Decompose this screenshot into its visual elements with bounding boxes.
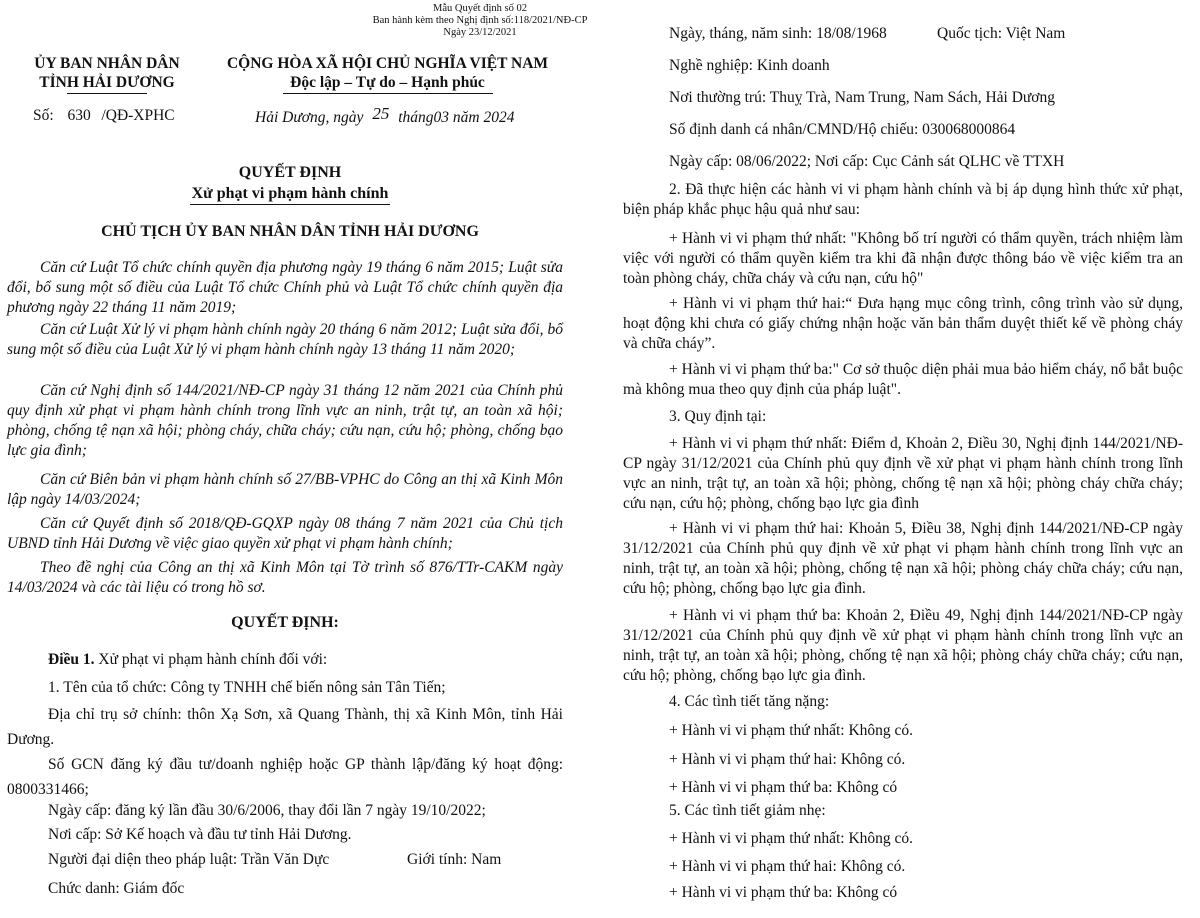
permanent-residence: Nơi thường trú: Thuỵ Trà, Nam Trung, Nam Sách, Hải Dương [669,89,1055,106]
rule-2: + Hành vi vi phạm thứ hai: Khoản 5, Điều 38, Nghị định 144/2021/NĐ-CP ngày 31/12/2021 của Chính phủ quy định về xử phạt vi phạm hành chính trong lĩnh vực an ninh, trật tự, an toàn xã hội; phòng, chống tệ nạn xã hội; phòng cháy chữa cháy; cứu nạn, cứu hộ; phòng, chống bạo lực gia đình. [623,520,1183,598]
org-address: Địa chỉ trụ sở chính: thôn Xạ Sơn, xã Quang Thành, thị xã Kinh Môn, tỉnh Hải Dương. [7,706,563,748]
national-line1: CỘNG HÒA XÃ HỘI CHỦ NGHĨA VIỆT NAM [226,55,549,72]
aggravating-2: + Hành vi vi phạm thứ hai: Không có. [669,751,906,768]
item-3: 3. Quy định tại: [669,408,767,425]
item-2: 2. Đã thực hiện các hành vi vi phạm hành chính và bị áp dụng hình thức xử phạt, biện pháp khắc phục hậu quả như sau: [623,181,1183,219]
article-1-label: Điều 1. [48,651,95,668]
basis-2: Căn cứ Luật Xử lý vi phạm hành chính ngày 20 tháng 6 năm 2012; Luật sửa đổi, bổ sung một số điều của Luật Xử lý vi phạm hành chính ngày 13 tháng 11 năm 2020; [7,321,563,359]
mitigating-1: + Hành vi vi phạm thứ nhất: Không có. [669,830,914,847]
mitigating-3: + Hành vi vi phạm thứ ba: Không có [669,884,898,901]
authority-line1: ỦY BAN NHÂN DÂN [34,55,180,72]
doc-number [33,107,175,126]
violation-3: + Hành vi vi phạm thứ ba:" Cơ sở thuộc diện phải mua bảo hiểm cháy, nổ bắt buộc mà không mua theo quy định của pháp luật". [623,361,1183,399]
org-name: 1. Tên của tổ chức: Công ty TNHH chế biến nông sản Tân Tiến; [48,679,446,696]
form-note-line3: Ngày 23/12/2021 [443,27,517,39]
basis-1: Căn cứ Luật Tổ chức chính quyền địa phương ngày 19 tháng 6 năm 2015; Luật sửa đổi, bổ sung một số điều của Luật Tổ chức Chính phủ và Luật Tổ chức chính quyền địa phương ngày 22 tháng 11 năm 2019; [7,259,563,317]
article-1-text: Xử phạt vi phạm hành chính đối với: [98,651,328,668]
decision-title: QUYẾT ĐỊNH [238,164,342,181]
subtitle-underline [190,204,390,205]
nationality: Quốc tịch: Việt Nam [937,25,1066,42]
decision-subtitle [0,184,580,205]
authority-block [22,55,192,94]
article-1 [48,651,327,670]
date-month: tháng03 [398,109,449,126]
date-of-birth: Ngày, tháng, năm sinh: 18/08/1968 [669,25,887,42]
basis-6: Theo đề nghị của Công an thị xã Kinh Môn tại Tờ trình số 876/TTr-CAKM ngày 14/03/2024 và các tài liệu có trong hồ sơ. [7,559,563,597]
date-year: năm 2024 [452,109,515,126]
occupation: Nghề nghiệp: Kinh doanh [669,57,830,74]
right-page [600,0,1200,918]
form-note-line2: Ban hành kèm theo Nghị định số:118/2021/NĐ-CP [372,15,588,27]
item-4: 4. Các tình tiết tăng nặng: [669,693,830,710]
issuer-title: CHỦ TỊCH ỦY BAN NHÂN DÂN TỈNH HẢI DƯƠNG [101,223,479,240]
aggravating-1: + Hành vi vi phạm thứ nhất: Không có. [669,722,914,739]
rule-1: + Hành vi vi phạm thứ nhất: Điểm d, Khoản 2, Điều 30, Nghị định 144/2021/NĐ-CP ngày 31/12/2021 của Chính phủ quy định về xử phạt vi phạm hành chính trong lĩnh vực an ninh, trật tự, an toàn xã hội; phòng, chống tệ nạn xã hội; phòng cháy chữa cháy; cứu nạn, cứu hộ; phòng, chống bạo lực gia đình [623,435,1183,513]
date-place: Hải Dương, ngày [255,109,364,126]
id-issue: Ngày cấp: 08/06/2022; Nơi cấp: Cục Cảnh sát QLHC về TTXH [669,153,1065,170]
authority-underline [67,93,147,94]
mitigating-2: + Hành vi vi phạm thứ hai: Không có. [669,858,906,875]
doc-number-value: 630 [67,107,91,124]
issue-date: Ngày cấp: đăng ký lần đầu 30/6/2006, thay đổi lần 7 ngày 19/10/2022; [48,802,486,819]
basis-4: Căn cứ Biên bản vi phạm hành chính số 27/BB-VPHC do Công an thị xã Kinh Môn lập ngày 14/03/2024; [7,471,563,509]
aggravating-3: + Hành vi vi phạm thứ ba: Không có [669,779,898,796]
violation-1: + Hành vi vi phạm thứ nhất: "Không bố trí người có thẩm quyền, trách nhiệm làm việc với người có thẩm quyền kiểm tra khi đã nhận được thông báo về việc kiểm tra an toàn phòng cháy, chữa cháy và cứu nạn, cứu hộ" [623,230,1183,288]
doc-number-prefix: Số: [33,107,54,124]
item-5: 5. Các tình tiết giảm nhẹ: [669,802,826,819]
date-day: 25 [372,104,390,123]
national-block [215,55,560,94]
issue-place: Nơi cấp: Sở Kế hoạch và đầu tư tỉnh Hải Dương. [48,826,352,843]
decision-subtitle-text: Xử phạt vi phạm hành chính [191,185,389,202]
basis-3: Căn cứ Nghị định số 144/2021/NĐ-CP ngày 31 tháng 12 năm 2021 của Chính phủ quy định xử phạt vi phạm hành chính trong lĩnh vực an ninh, trật tự, an toàn xã hội; phòng, chống tệ nạn xã hội; phòng cháy, chữa cháy; cứu nạn, cứu hộ; phòng, chống bạo lực gia đình; [7,382,563,460]
legal-representative: Người đại diện theo pháp luật: Trần Văn Dực [48,851,330,868]
basis-5: Căn cứ Quyết định số 2018/QĐ-GQXP ngày 08 tháng 7 năm 2021 của Chủ tịch UBND tỉnh Hải Dương về việc giao quyền xử phạt vi phạm hành chính; [7,515,563,553]
national-line2: Độc lập – Tự do – Hạnh phúc [290,73,485,91]
rule-3: + Hành vi vi phạm thứ ba: Khoản 2, Điều 49, Nghị định 144/2021/NĐ-CP ngày 31/12/2021 của Chính phủ quy định về xử phạt vi phạm hành chính trong lĩnh vực an ninh, trật tự, an toàn xã hội; phòng, chống tệ nạn xã hội; phòng cháy chữa cháy; cứu nạn, cứu hộ; phòng, chống bạo lực gia đình. [623,607,1183,685]
org-registration: Số GCN đăng ký đầu tư/doanh nghiệp hoặc GP thành lập/đăng ký hoạt động: 0800331466; [7,756,563,798]
form-note [355,3,605,39]
gender: Giới tính: Nam [407,851,502,868]
national-underline [283,93,493,94]
authority-line2: TỈNH HẢI DƯƠNG [39,73,175,91]
position-title: Chức danh: Giám đốc [48,880,185,897]
doc-number-suffix: /QĐ-XPHC [101,107,175,124]
violation-2: + Hành vi vi phạm thứ hai:“ Đưa hạng mục công trình, công trình vào sử dụng, hoạt động khi chưa có giấy chứng nhận hoặc văn bản thẩm duyệt thiết kế về phòng cháy và chữa cháy”. [623,295,1183,353]
decision-heading: QUYẾT ĐỊNH: [231,614,339,631]
form-note-line1: Mẫu Quyết định số 02 [433,3,527,14]
date-line [255,104,515,128]
id-number: Số định danh cá nhân/CMND/Hộ chiếu: 030068000864 [669,121,1016,138]
